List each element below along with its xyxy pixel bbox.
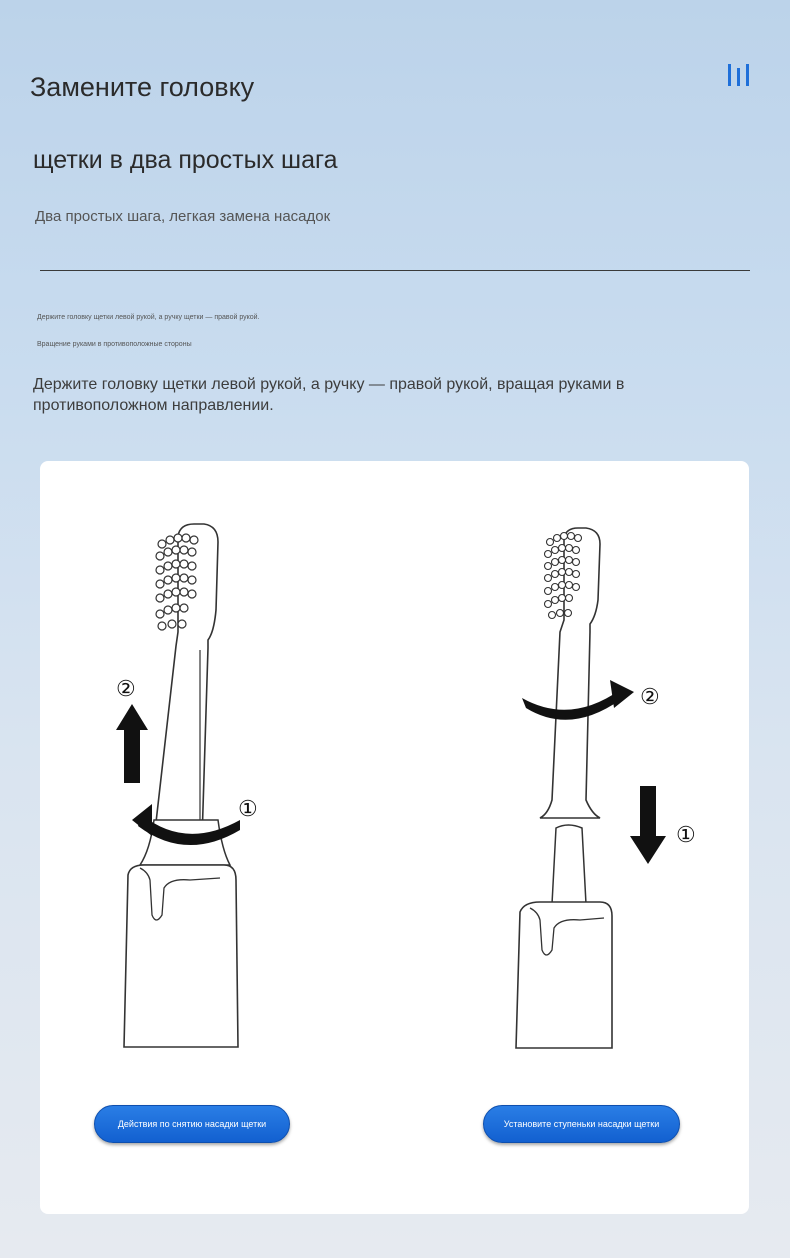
note-line-2: Вращение руками в противоположные стороны xyxy=(37,341,192,348)
remove-head-button[interactable]: Действия по снятию насадки щетки xyxy=(94,1105,290,1143)
right-step-1-mark: ① xyxy=(676,823,696,848)
install-head-button[interactable]: Установите ступеньки насадки щетки xyxy=(483,1105,680,1143)
left-step-2-mark: ② xyxy=(116,677,136,702)
install-illustration xyxy=(500,520,720,1060)
page-subtitle: Два простых шага, легкая замена насадок xyxy=(35,208,331,225)
brand-logo-icon xyxy=(727,62,751,88)
page-title-line1: Замените головку xyxy=(30,72,255,102)
page-title-line2: щетки в два простых шага xyxy=(33,146,338,174)
left-step-1-mark: ① xyxy=(238,797,258,822)
removal-illustration xyxy=(100,520,290,1060)
divider xyxy=(40,270,750,271)
note-line-1: Держите головку щетки левой рукой, а ручку щетки — правой рукой. xyxy=(37,314,260,321)
instruction-text: Держите головку щетки левой рукой, а ручку — правой рукой, вращая руками в противоположном направлении. xyxy=(33,376,625,414)
right-step-2-mark: ② xyxy=(640,685,660,710)
